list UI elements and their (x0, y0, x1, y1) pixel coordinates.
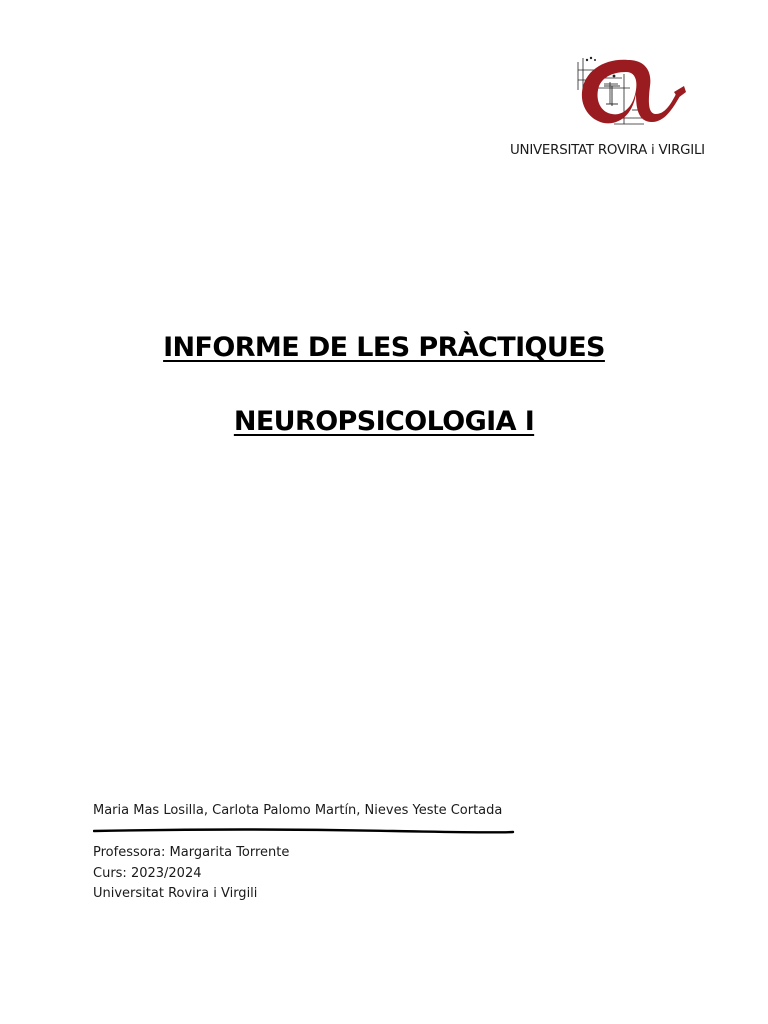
course-year-line: Curs: 2023/2024 (93, 865, 202, 881)
university-logo (508, 52, 730, 164)
authors: Maria Mas Losilla, Carlota Palomo Martín, Nieves Yeste Cortada (93, 803, 503, 818)
course-info (93, 843, 289, 905)
professor-line: Professora: Margarita Torrente (93, 845, 290, 860)
university-line: Universitat Rovira i Virgili (93, 886, 258, 901)
signature-divider (93, 828, 515, 836)
report-title: INFORME DE LES PRÀCTIQUES (163, 332, 605, 363)
course-title: NEUROPSICOLOGIA I (233, 406, 535, 437)
urv-logo-icon (570, 52, 688, 136)
university-name: UNIVERSITAT ROVIRA i VIRGILI (510, 143, 705, 158)
